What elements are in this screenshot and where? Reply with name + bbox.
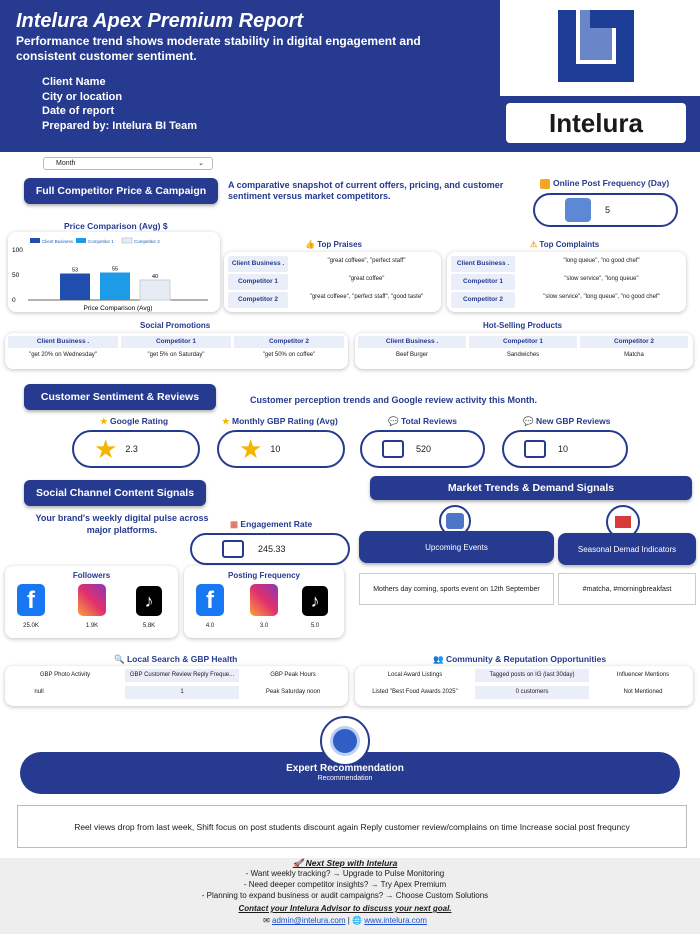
community-title: 👥 Community & Reputation Opportunities — [433, 654, 607, 664]
chart-title: Price Comparison (Avg) $ — [64, 221, 168, 231]
sentiment-section-title: Customer Sentiment & Reviews — [24, 384, 216, 410]
price-chart — [8, 232, 220, 312]
email-link[interactable]: admin@intelura.com — [272, 916, 346, 925]
local-value-0: null — [34, 689, 44, 695]
social-description: Your brand's weekly digital pulse across major platforms. — [35, 513, 209, 535]
tiktok-followers: 5.8K — [142, 623, 156, 629]
new-reviews-card — [502, 430, 628, 468]
expert-title: Expert Recommendation — [286, 763, 404, 774]
group-icon — [222, 540, 244, 558]
report-title: Intelura Apex Premium Report — [16, 10, 304, 32]
footer-cta: Contact your Intelura Advisor to discuss your next goal. — [238, 904, 452, 913]
legend-swatch — [30, 238, 40, 243]
chat-bubble-icon: 💬 — [388, 416, 399, 426]
hot-selling-table — [355, 333, 693, 369]
posting-card — [184, 566, 344, 638]
total-reviews-value: 520 — [416, 444, 432, 454]
followers-card — [5, 566, 178, 638]
expert-icon — [320, 716, 370, 766]
price-chart-card — [8, 232, 220, 312]
community-table — [355, 666, 693, 706]
complaint-name-1: Competitor 1 — [451, 274, 515, 290]
promo-value-0: "get 20% on Wednesday" — [29, 352, 97, 358]
complaint-text-1: "slow service", "long queue" — [564, 276, 639, 282]
footer-line-0: - Want weekly tracking? → Upgrade to Pulse Monitoring — [245, 869, 445, 878]
google-rating-label: ★ Google Rating — [100, 416, 169, 426]
promo-value-2: "get 50% on coffee" — [262, 352, 316, 358]
complaint-name-0: Client Business . — [451, 256, 515, 272]
brand-logo-icon — [500, 0, 700, 96]
prepared-by: Prepared by: Intelura BI Team — [42, 119, 198, 132]
hot-header-1: Competitor 1 — [469, 336, 577, 348]
total-reviews-label: 💬 Total Reviews — [388, 416, 458, 426]
legend-label: Competitor 1 — [88, 239, 114, 244]
posting-title: Posting Frequency — [227, 571, 300, 580]
seasonal-label: Seasonal Demad Indicators — [558, 533, 696, 565]
complaint-text-0: "long queue", "no good chef" — [563, 258, 640, 264]
market-section-title: Market Trends & Demand Signals — [370, 476, 692, 500]
warning-icon: ⚠ — [530, 240, 538, 249]
gbp-rating-value: 10 — [270, 444, 281, 454]
google-rating-card — [72, 430, 200, 468]
engagement-value: 245.33 — [258, 544, 286, 554]
chevron-down-icon: ⌄ — [198, 160, 204, 167]
client-name: Client Name — [42, 76, 106, 88]
tiktok-icon: ♪ — [136, 586, 162, 616]
chart-icon: ▦ — [230, 519, 239, 529]
facebook-followers: 25.0K — [23, 623, 39, 629]
engagement-label: ▦ Engagement Rate — [230, 519, 313, 529]
local-search-title: 🔍 Local Search & GBP Health — [114, 654, 238, 664]
footer-line-2: - Planning to expand business or audit campaigns? → Choose Custom Solutions — [201, 891, 489, 900]
email-icon: ✉ — [263, 916, 270, 925]
report-subtitle: Performance trend shows moderate stability in digital engagement and consistent customer sentiment. — [16, 34, 421, 63]
local-header-1: GBP Customer Review Reply Freque... — [125, 669, 239, 682]
legend-label: Client Business — [42, 239, 74, 244]
praise-text-2: "great coffeee", "perfect staff", "good taste" — [309, 294, 424, 300]
x-axis-label: Price Comparison (Avg) — [83, 305, 153, 312]
facebook-posting: 4.0 — [205, 623, 215, 629]
bar-1 — [60, 274, 90, 301]
promo-value-1: "get 5% on Saturday" — [147, 352, 205, 358]
next-step-title: 🚀 Next Step with Intelura — [292, 858, 398, 868]
promotions-title: Social Promotions — [140, 321, 211, 330]
local-value-2: Peak Saturday noon — [265, 689, 321, 695]
rocket-icon: 🚀 — [292, 858, 304, 868]
legend-swatch — [122, 238, 132, 243]
promotions-table — [5, 333, 348, 369]
footer-line-1: - Need deeper competitor insights? → Try Apex Premium — [243, 880, 447, 889]
online-post-card — [533, 193, 678, 227]
star-icon: ★ — [94, 433, 118, 464]
engagement-card — [190, 533, 350, 565]
local-value-1: 1 — [125, 686, 239, 699]
praise-text-0: "great coffeee", "perfect staff" — [327, 258, 406, 264]
y-tick-label: 100 — [12, 247, 23, 254]
thumbs-up-icon: 👍 — [305, 240, 315, 249]
promo-header-2: Competitor 2 — [234, 336, 344, 348]
seasonal-text: #matcha, #morningbreakfast — [558, 573, 696, 605]
hot-value-1: Sandwiches — [506, 352, 540, 358]
brand-name: Intelura — [506, 103, 686, 143]
praises-table — [224, 252, 441, 312]
sentiment-description: Customer perception trends and Google review activity this Month. — [250, 395, 538, 405]
hot-header-2: Competitor 2 — [580, 336, 688, 348]
logo-panel — [500, 0, 700, 96]
community-header-2: Influencer Mentions — [616, 672, 670, 678]
online-post-label: Online Post Frequency (Day) — [540, 178, 669, 189]
review-icon — [382, 440, 404, 458]
hot-header-0: Client Business . — [358, 336, 466, 348]
new-reviews-label: 💬 New GBP Reviews — [523, 416, 611, 426]
upcoming-events-text: Mothers day coming, sports event on 12th September — [359, 573, 554, 605]
community-value-2: Not Mentioned — [623, 689, 663, 695]
complaint-name-2: Competitor 2 — [451, 292, 515, 308]
praise-name-2: Competitor 2 — [228, 292, 288, 308]
promo-header-0: Client Business . — [8, 336, 118, 348]
social-section-title: Social Channel Content Signals — [24, 480, 206, 506]
data-label: 40 — [151, 274, 159, 280]
instagram-icon — [250, 584, 278, 616]
tiktok-icon: ♪ — [302, 586, 328, 616]
star-icon: ★ — [239, 433, 263, 464]
month-filter[interactable] — [43, 157, 213, 170]
hot-value-0: Beef Burger — [395, 352, 429, 358]
y-tick-label: 0 — [12, 297, 16, 304]
social-post-icon — [565, 198, 591, 222]
report-date: Date of report — [42, 105, 115, 117]
google-rating-value: 2.3 — [125, 444, 138, 454]
review-icon — [524, 440, 546, 458]
total-reviews-card — [360, 430, 485, 468]
client-city: City or location — [42, 90, 123, 103]
expert-subtitle: Recommendation — [317, 775, 373, 782]
data-label: 53 — [71, 267, 79, 274]
chat-bubble-icon: 💬 — [523, 416, 534, 426]
contact-separator: | — [347, 916, 350, 925]
community-header-0: Local Award Listings — [387, 672, 443, 678]
calendar-icon — [540, 179, 550, 189]
competitor-description: A comparative snapshot of current offers, pricing, and customer sentiment versus market competitors. — [228, 180, 504, 201]
online-post-value: 5 — [605, 205, 611, 215]
upcoming-events-label: Upcoming Events — [359, 531, 554, 563]
instagram-icon — [78, 584, 106, 616]
bar-3 — [140, 280, 170, 300]
praise-name-0: Client Business . — [228, 256, 288, 272]
star-icon: ★ — [100, 416, 108, 426]
followers-title: Followers — [72, 571, 111, 580]
complaint-text-2: "slow service", "long queue", "no good chef" — [543, 294, 660, 300]
gbp-rating-label: ★ Monthly GBP Rating (Avg) — [222, 416, 338, 426]
expert-text: Reel views drop from last week, Shift focus on post students discount again Reply customer review/complains on time Increase social post frequncy — [17, 805, 687, 848]
praise-name-1: Competitor 1 — [228, 274, 288, 290]
community-value-1: 0 customers — [475, 686, 589, 699]
praises-title: 👍 Top Praises — [305, 240, 362, 249]
community-header-1: Tagged posts on IG (last 30day) — [475, 669, 589, 682]
legend-swatch — [76, 238, 86, 243]
local-header-2: GBP Peak Hours — [270, 672, 316, 678]
footer-contacts — [0, 916, 690, 925]
competitor-section-title: Full Competitor Price & Campaign — [24, 178, 218, 204]
promo-header-1: Competitor 1 — [121, 336, 231, 348]
hot-value-2: Matcha — [624, 352, 644, 358]
y-tick-label: 50 — [12, 272, 20, 279]
gbp-rating-card — [217, 430, 345, 468]
bar-2 — [100, 273, 130, 301]
magnifier-icon: 🔍 — [114, 654, 125, 664]
tiktok-posting: 5.0 — [310, 623, 320, 629]
facebook-icon: f — [17, 584, 45, 616]
community-icon: 👥 — [433, 654, 444, 664]
data-label: 55 — [111, 266, 119, 273]
complaints-title: ⚠ Top Complaints — [530, 240, 600, 249]
star-icon: ★ — [222, 416, 230, 426]
new-reviews-value: 10 — [558, 444, 569, 454]
local-header-0: GBP Photo Activity — [39, 672, 91, 678]
website-link[interactable]: www.intelura.com — [364, 916, 427, 925]
complaints-table — [447, 252, 686, 312]
instagram-followers: 1.9K — [85, 623, 99, 629]
legend-label: Competitor 2 — [134, 239, 160, 244]
community-value-0: Listed "Best Food Awards 2025" — [372, 689, 458, 695]
globe-icon: 🌐 — [352, 916, 362, 925]
instagram-posting: 3.0 — [259, 623, 269, 629]
month-filter-value: Month — [56, 160, 76, 167]
hot-selling-title: Hot-Selling Products — [483, 321, 563, 330]
facebook-icon: f — [196, 584, 224, 616]
client-info — [42, 75, 197, 133]
local-search-table — [5, 666, 348, 706]
praise-text-1: "great coffee" — [348, 276, 385, 282]
